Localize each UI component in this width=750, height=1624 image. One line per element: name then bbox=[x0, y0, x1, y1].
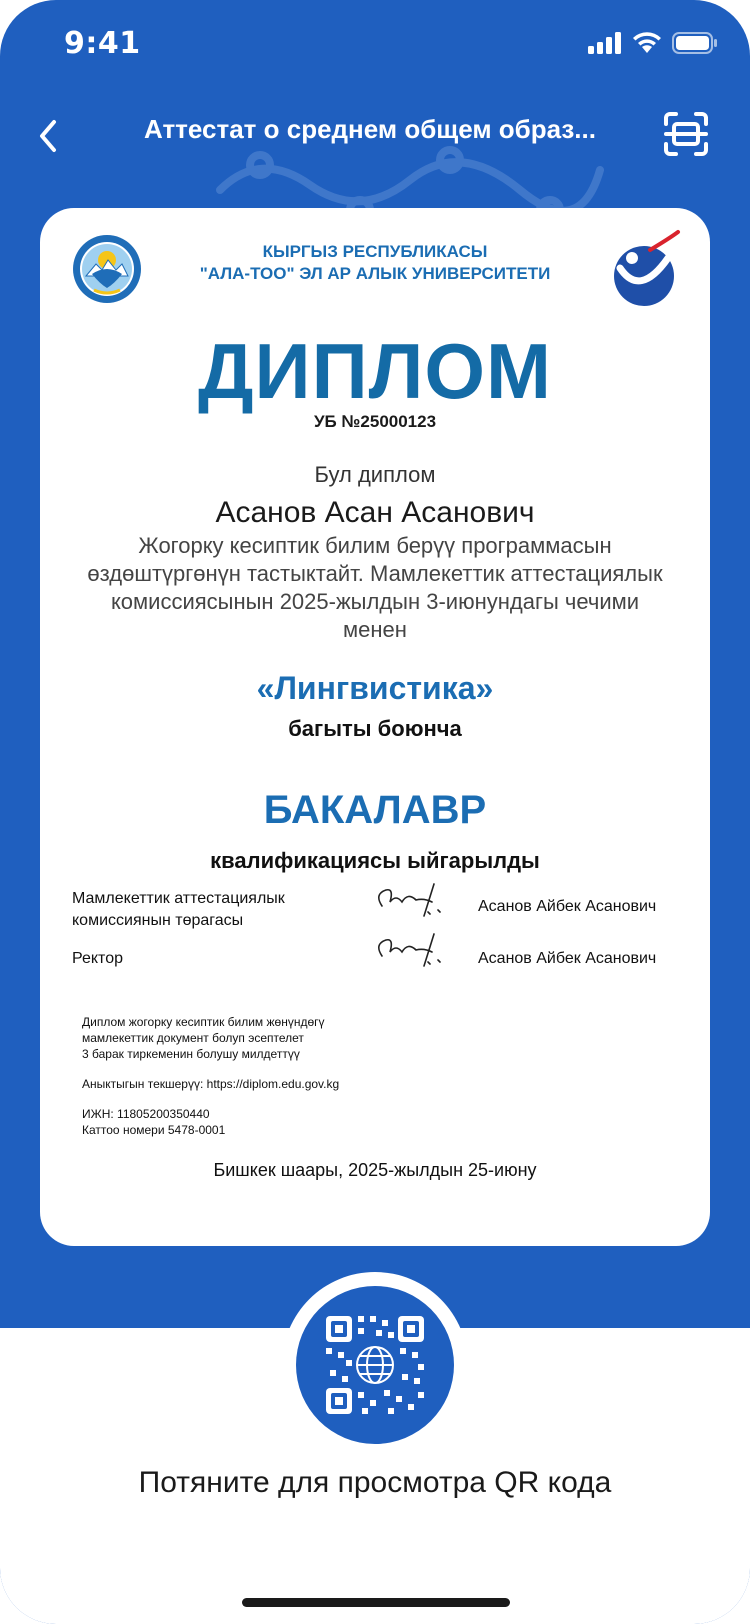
back-arrow-icon bbox=[30, 110, 70, 160]
degree-subtitle: квалификациясы ыйгарылды bbox=[210, 848, 540, 873]
scan-button[interactable] bbox=[662, 110, 710, 158]
signature-role-chairman bbox=[72, 888, 285, 932]
back-button[interactable] bbox=[30, 110, 70, 160]
signature-name-rector: Асанов Айбек Асанович bbox=[478, 950, 657, 967]
university-title: "АЛА-ТОО" ЭЛ АР АЛЫК УНИВЕРСИТЕТИ bbox=[199, 264, 551, 283]
diploma-description: Жогорку кесиптик билим берүү программасын өздөштүргөнүн тастыктайт. Мамлекеттик аттестациялык комиссиясынын 2025-жылдын 3-июнундагы чечими менен bbox=[87, 533, 663, 642]
signature-role-line: Мамлекеттик аттестациялык bbox=[72, 890, 285, 907]
wifi-icon bbox=[632, 32, 662, 54]
qr-button[interactable] bbox=[296, 1286, 454, 1444]
diploma-title: ДИПЛОМ bbox=[197, 327, 553, 415]
qr-code-icon bbox=[296, 1286, 454, 1444]
signal-icon bbox=[588, 32, 622, 54]
status-time: 9:41 bbox=[64, 26, 141, 61]
diploma-serial: УБ №25000123 bbox=[313, 412, 437, 431]
home-indicator[interactable] bbox=[242, 1598, 510, 1607]
registration-number: Каттоо номери 5478-0001 bbox=[82, 1123, 226, 1137]
specialty: «Лингвистика» bbox=[256, 670, 494, 706]
status-bar bbox=[0, 0, 750, 90]
issue-city-date: Бишкек шаары, 2025-жылдын 25-июну bbox=[213, 1160, 537, 1180]
signature-name-chairman: Асанов Айбек Асанович bbox=[478, 898, 657, 915]
degree: БАКАЛАВР bbox=[263, 788, 487, 832]
note-line: Диплом жогорку кесиптик билим жөнүндөгү bbox=[82, 1015, 325, 1029]
nav-bar bbox=[0, 100, 750, 170]
university-logo-icon bbox=[610, 228, 682, 308]
specialty-subtitle: багыты боюнча bbox=[288, 716, 462, 741]
country-title: КЫРГЫЗ РЕСПУБЛИКАСЫ bbox=[262, 242, 488, 261]
intro-text: Бул диплом bbox=[314, 462, 436, 487]
signature-image bbox=[372, 930, 448, 970]
state-emblem-icon bbox=[72, 234, 142, 304]
battery-icon bbox=[672, 32, 718, 54]
inn-number: ИЖН: 11805200350440 bbox=[82, 1107, 210, 1121]
diploma-card[interactable] bbox=[40, 208, 710, 1246]
scan-icon bbox=[662, 110, 710, 158]
signature-role-line: комиссиянын төрагасы bbox=[72, 912, 244, 929]
note-line: 3 барак тиркеменин болушу милдеттүү bbox=[82, 1047, 300, 1061]
qr-hint: Потяните для просмотра QR кода bbox=[138, 1466, 612, 1499]
verify-link[interactable]: Аныктыгын текшерүү: https://diplom.edu.gov.kg bbox=[82, 1077, 340, 1091]
signature-image bbox=[372, 880, 448, 920]
signature-role-rector: Ректор bbox=[72, 950, 123, 967]
page-title: Аттестат о среднем общем образ... bbox=[144, 114, 596, 144]
status-icons bbox=[588, 32, 718, 54]
holder-name: Асанов Асан Асанович bbox=[215, 496, 535, 529]
note-line: мамлекеттик документ болуп эсептелет bbox=[82, 1031, 304, 1045]
